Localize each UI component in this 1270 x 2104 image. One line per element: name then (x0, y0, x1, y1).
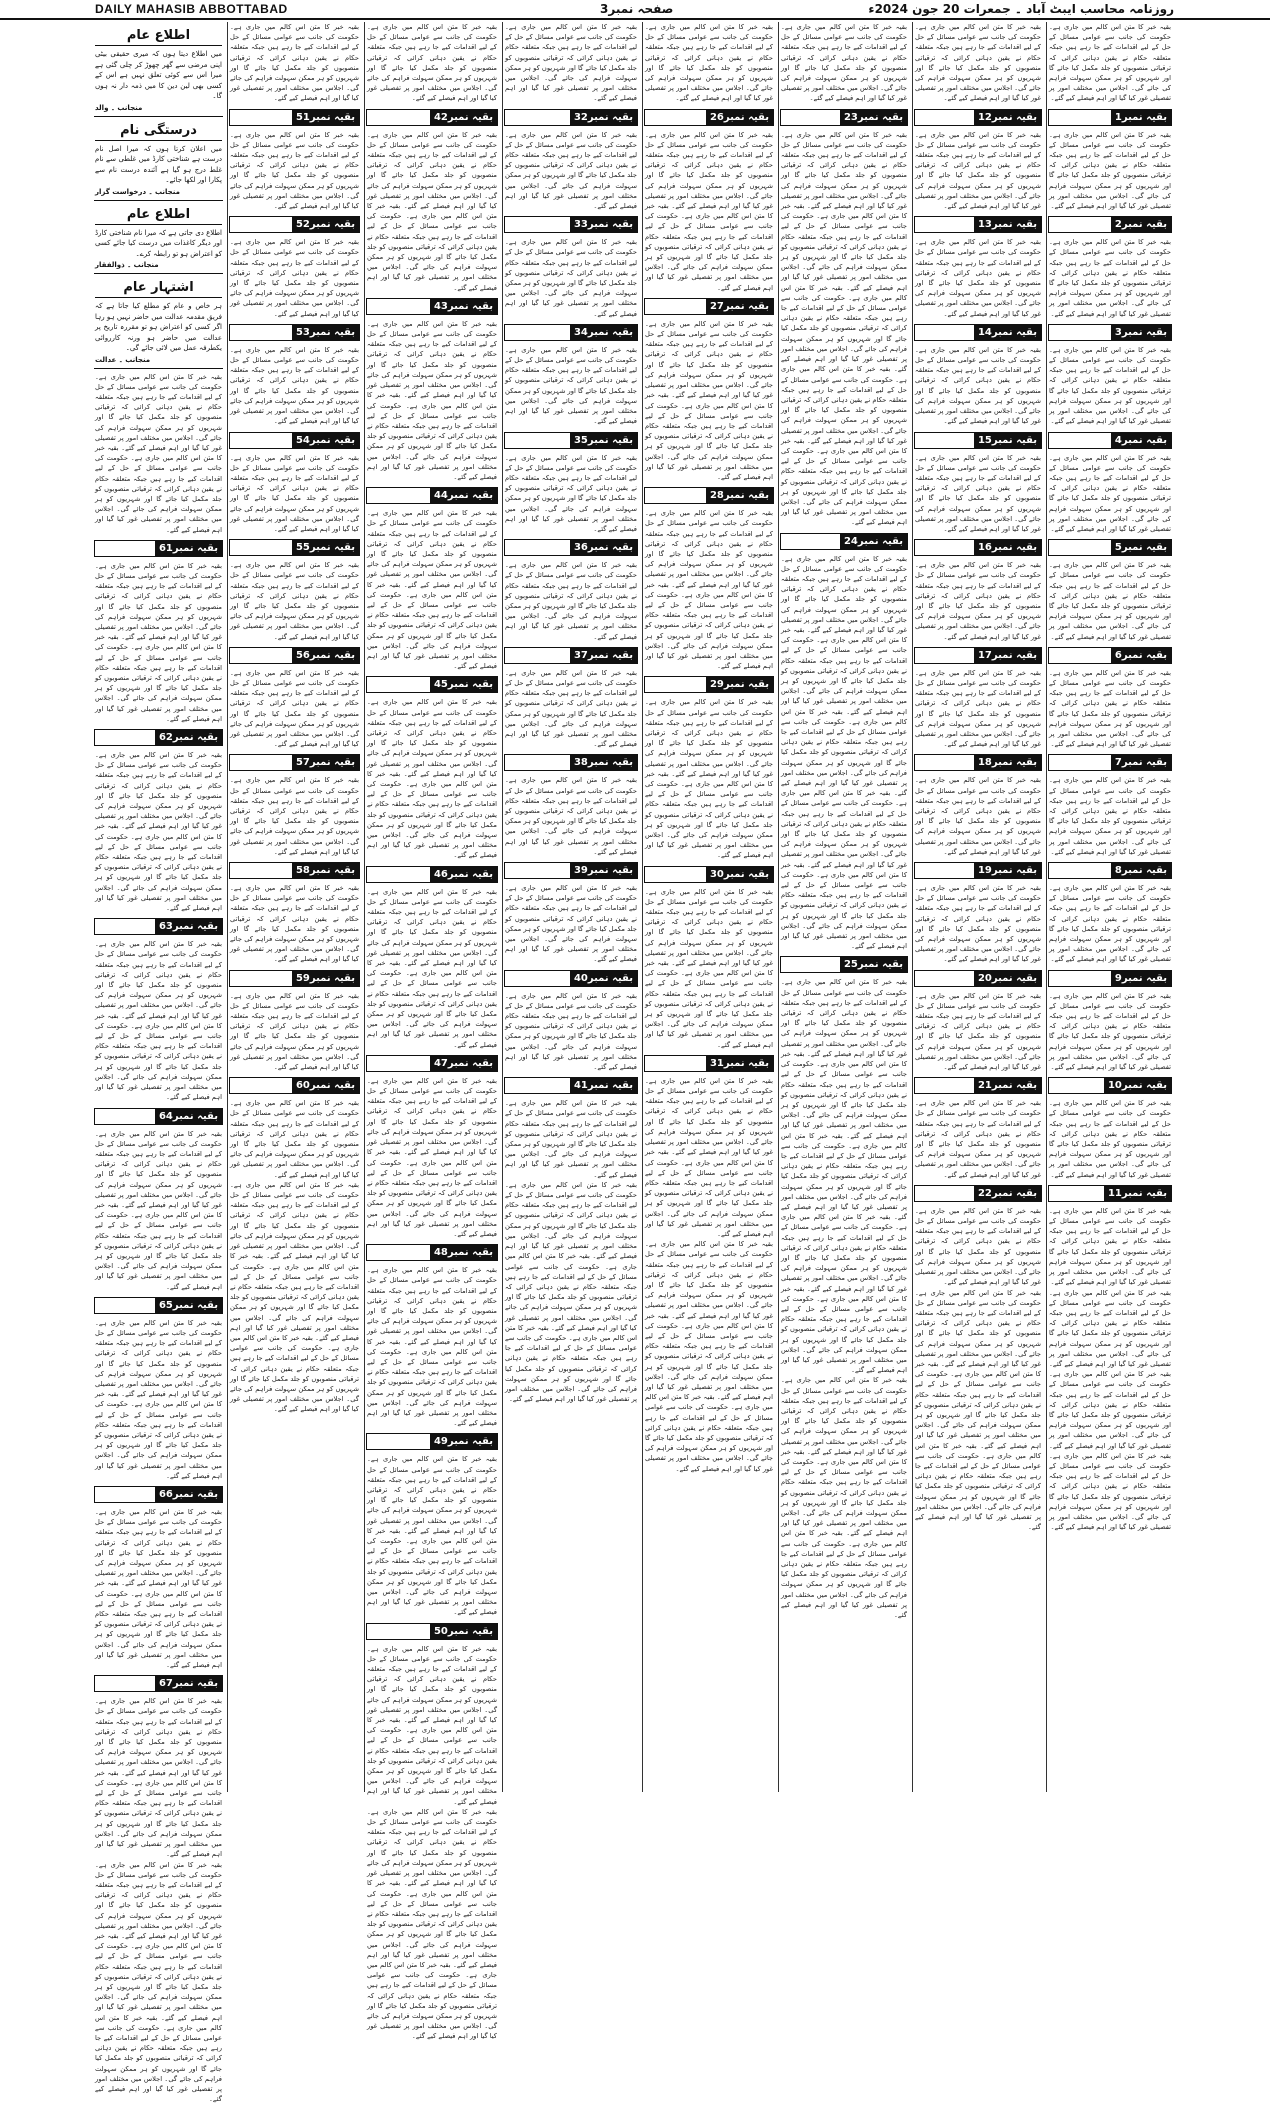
continuation-badge (644, 676, 774, 693)
notice-body: میں اعلان کرتا ہوں کہ میرا اصل نام درست ہے شناختی کارڈ میں غلطی سے نام غلط درج ہو گیا ہے آئندہ درست نام سے پکارا اور لکھا جائے۔ (95, 144, 222, 186)
continuation-badge (229, 862, 360, 879)
badge-label: بقیہ نمبر48 (430, 1245, 497, 1260)
article-text: بقیہ خبر کا متن اس کالم میں جاری ہے۔ حکومت کی جانب سے عوامی مسائل کے حل کے لیے اقدامات کیے جا رہے ہیں جبکہ متعلقہ حکام نے یقین دہانی کرائی کہ ترقیاتی منصوبوں کو جلد مکمل کیا جائے گا اور شہریوں کو ہر ممکن سہولت فراہم کی جائے گی۔ اجلاس میں مختلف امور پر تفصیلی غور کیا گیا اور اہم فیصلے کیے گئے۔ (505, 237, 637, 319)
continuation-badge (1048, 1077, 1172, 1094)
continuation-badge (1048, 539, 1172, 556)
news-column (227, 22, 362, 1792)
page-label: صفحہ نمبر3 (600, 2, 673, 16)
continuation-badge (366, 487, 498, 504)
article-text: بقیہ خبر کا متن اس کالم میں جاری ہے۔ حکومت کی جانب سے عوامی مسائل کے حل کے لیے اقدامات کیے جا رہے ہیں جبکہ متعلقہ حکام نے یقین دہانی کرائی کہ ترقیاتی منصوبوں کو جلد مکمل کیا جائے گا اور شہریوں کو ہر ممکن سہولت فراہم کی جائے گی۔ اجلاس میں مختلف امور پر تفصیلی غور کیا گیا اور اہم فیصلے کیے گئے۔ (1049, 22, 1171, 104)
news-column (912, 22, 1044, 1792)
article-text: بقیہ خبر کا متن اس کالم میں جاری ہے۔ حکومت کی جانب سے عوامی مسائل کے حل کے لیے اقدامات کیے جا رہے ہیں جبکہ متعلقہ حکام نے یقین دہانی کرائی کہ ترقیاتی منصوبوں کو جلد مکمل کیا جائے گا اور شہریوں کو ہر ممکن سہولت فراہم کی جائے گی۔ اجلاس میں مختلف امور پر تفصیلی غور کیا گیا اور اہم فیصلے کیے گئے۔ (230, 775, 359, 857)
continuation-badge (1048, 216, 1172, 233)
continuation-badge (780, 956, 908, 973)
article-text: بقیہ خبر کا متن اس کالم میں جاری ہے۔ حکومت کی جانب سے عوامی مسائل کے حل کے لیے اقدامات کیے جا رہے ہیں جبکہ متعلقہ حکام نے یقین دہانی کرائی کہ ترقیاتی منصوبوں کو جلد مکمل کیا جائے گا اور شہریوں کو ہر ممکن سہولت فراہم کی جائے گی۔ اجلاس میں مختلف امور پر تفصیلی غور کیا گیا اور اہم فیصلے کیے گئے۔ بقیہ خبر کا متن اس کالم میں جاری ہے۔ حکومت کی جانب سے عوامی مسائل کے حل کے لیے اقدامات کیے جا رہے ہیں جبکہ متعلقہ حکام نے یقین دہانی کرائی کہ ترقیاتی منصوبوں کو جلد مکمل کیا جائے گا اور شہریوں کو ہر ممکن سہولت فراہم کی جائے گی۔ اجلاس میں مختلف امور پر تفصیلی غور کیا گیا اور اہم فیصلے کیے گئے۔ (645, 1076, 773, 1239)
continuation-badge (366, 1244, 498, 1261)
article-text: بقیہ خبر کا متن اس کالم میں جاری ہے۔ حکومت کی جانب سے عوامی مسائل کے حل کے لیے اقدامات کیے جا رہے ہیں جبکہ متعلقہ حکام نے یقین دہانی کرائی کہ ترقیاتی منصوبوں کو جلد مکمل کیا جائے گا اور شہریوں کو ہر ممکن سہولت فراہم کی جائے گی۔ اجلاس میں مختلف امور پر تفصیلی غور کیا گیا اور اہم فیصلے کیے گئے۔ (1049, 1206, 1171, 1288)
notice-divider (94, 273, 223, 274)
article-text: بقیہ خبر کا متن اس کالم میں جاری ہے۔ حکومت کی جانب سے عوامی مسائل کے حل کے لیے اقدامات کیے جا رہے ہیں جبکہ متعلقہ حکام نے یقین دہانی کرائی کہ ترقیاتی منصوبوں کو جلد مکمل کیا جائے گا اور شہریوں کو ہر ممکن سہولت فراہم کی جائے گی۔ اجلاس میں مختلف امور پر تفصیلی غور کیا گیا اور اہم فیصلے کیے گئے۔ (1049, 345, 1171, 427)
article-text: بقیہ خبر کا متن اس کالم میں جاری ہے۔ حکومت کی جانب سے عوامی مسائل کے حل کے لیے اقدامات کیے جا رہے ہیں جبکہ متعلقہ حکام نے یقین دہانی کرائی کہ ترقیاتی منصوبوں کو جلد مکمل کیا جائے گا اور شہریوں کو ہر ممکن سہولت فراہم کی جائے گی۔ اجلاس میں مختلف امور پر تفصیلی غور کیا گیا اور اہم فیصلے کیے گئے۔ بقیہ خبر کا متن اس کالم میں جاری ہے۔ حکومت کی جانب سے عوامی مسائل کے حل کے لیے اقدامات کیے جا رہے ہیں جبکہ متعلقہ حکام نے یقین دہانی کرائی کہ ترقیاتی منصوبوں کو جلد مکمل کیا جائے گا اور شہریوں کو ہر ممکن سہولت فراہم کی جائے گی۔ اجلاس میں مختلف امور پر تفصیلی غور کیا گیا اور اہم فیصلے کیے گئے۔ (95, 1507, 222, 1670)
badge-label: بقیہ نمبر32 (570, 110, 637, 125)
article-text: بقیہ خبر کا متن اس کالم میں جاری ہے۔ حکومت کی جانب سے عوامی مسائل کے حل کے لیے اقدامات کیے جا رہے ہیں جبکہ متعلقہ حکام نے یقین دہانی کرائی کہ ترقیاتی منصوبوں کو جلد مکمل کیا جائے گا اور شہریوں کو ہر ممکن سہولت فراہم کی جائے گی۔ اجلاس میں مختلف امور پر تفصیلی غور کیا گیا اور اہم فیصلے کیے گئے۔ بقیہ خبر کا متن اس کالم میں جاری ہے۔ حکومت کی جانب سے عوامی مسائل کے حل کے لیے اقدامات کیے جا رہے ہیں جبکہ متعلقہ حکام نے یقین دہانی کرائی کہ ترقیاتی منصوبوں کو جلد مکمل کیا جائے گا اور شہریوں کو ہر ممکن سہولت فراہم کی جائے گی۔ اجلاس میں مختلف امور پر تفصیلی غور کیا گیا اور اہم فیصلے کیے گئے۔ (645, 887, 773, 1050)
badge-label: بقیہ نمبر20 (974, 971, 1041, 986)
continuation-badge (780, 533, 908, 550)
news-column (1046, 22, 1174, 1792)
article-text: بقیہ خبر کا متن اس کالم میں جاری ہے۔ حکومت کی جانب سے عوامی مسائل کے حل کے لیے اقدامات کیے جا رہے ہیں جبکہ متعلقہ حکام نے یقین دہانی کرائی کہ ترقیاتی منصوبوں کو جلد مکمل کیا جائے گا اور شہریوں کو ہر ممکن سہولت فراہم کی جائے گی۔ اجلاس میں مختلف امور پر تفصیلی غور کیا گیا اور اہم فیصلے کیے گئے۔ بقیہ خبر کا متن اس کالم میں جاری ہے۔ حکومت کی جانب سے عوامی مسائل کے حل کے لیے اقدامات کیے جا رہے ہیں جبکہ متعلقہ حکام نے یقین دہانی کرائی کہ ترقیاتی منصوبوں کو جلد مکمل کیا جائے گا اور شہریوں کو ہر ممکن سہولت فراہم کی جائے گی۔ اجلاس میں مختلف امور پر تفصیلی غور کیا گیا اور اہم فیصلے کیے گئے۔ (367, 887, 497, 1050)
continuation-badge (1048, 1185, 1172, 1202)
badge-label: بقیہ نمبر23 (840, 110, 907, 125)
continuation-badge (504, 324, 638, 341)
news-column (642, 22, 776, 1792)
article-text: بقیہ خبر کا متن اس کالم میں جاری ہے۔ حکومت کی جانب سے عوامی مسائل کے حل کے لیے اقدامات کیے جا رہے ہیں جبکہ متعلقہ حکام نے یقین دہانی کرائی کہ ترقیاتی منصوبوں کو جلد مکمل کیا جائے گا اور شہریوں کو ہر ممکن سہولت فراہم کی جائے گی۔ اجلاس میں مختلف امور پر تفصیلی غور کیا گیا اور اہم فیصلے کیے گئے۔ بقیہ خبر کا متن اس کالم میں جاری ہے۔ حکومت کی جانب سے عوامی مسائل کے حل کے لیے اقدامات کیے جا رہے ہیں جبکہ متعلقہ حکام نے یقین دہانی کرائی کہ ترقیاتی منصوبوں کو جلد مکمل کیا جائے گا اور شہریوں کو ہر ممکن سہولت فراہم کی جائے گی۔ اجلاس میں مختلف امور پر تفصیلی غور کیا گیا اور اہم فیصلے کیے گئے۔ (367, 1076, 497, 1239)
article-text: بقیہ خبر کا متن اس کالم میں جاری ہے۔ حکومت کی جانب سے عوامی مسائل کے حل کے لیے اقدامات کیے جا رہے ہیں جبکہ متعلقہ حکام نے یقین دہانی کرائی کہ ترقیاتی منصوبوں کو جلد مکمل کیا جائے گا اور شہریوں کو ہر ممکن سہولت فراہم کی جائے گی۔ اجلاس میں مختلف امور پر تفصیلی غور کیا گیا اور اہم فیصلے کیے گئے۔ (915, 883, 1041, 965)
article-text: بقیہ خبر کا متن اس کالم میں جاری ہے۔ حکومت کی جانب سے عوامی مسائل کے حل کے لیے اقدامات کیے جا رہے ہیں جبکہ متعلقہ حکام نے یقین دہانی کرائی کہ ترقیاتی منصوبوں کو جلد مکمل کیا جائے گا اور شہریوں کو ہر ممکن سہولت فراہم کی جائے گی۔ اجلاس میں مختلف امور پر تفصیلی غور کیا گیا اور اہم فیصلے کیے گئے۔ (915, 22, 1041, 104)
badge-label: بقیہ نمبر8 (1111, 863, 1171, 878)
notice-divider (94, 368, 223, 369)
continuation-badge (1048, 109, 1172, 126)
badge-label: بقیہ نمبر60 (292, 1078, 359, 1093)
article-text: بقیہ خبر کا متن اس کالم میں جاری ہے۔ حکومت کی جانب سے عوامی مسائل کے حل کے لیے اقدامات کیے جا رہے ہیں جبکہ متعلقہ حکام نے یقین دہانی کرائی کہ ترقیاتی منصوبوں کو جلد مکمل کیا جائے گا اور شہریوں کو ہر ممکن سہولت فراہم کی جائے گی۔ اجلاس میں مختلف امور پر تفصیلی غور کیا گیا اور اہم فیصلے کیے گئے۔ بقیہ خبر کا متن اس کالم میں جاری ہے۔ حکومت کی جانب سے عوامی مسائل کے حل کے لیے اقدامات کیے جا رہے ہیں جبکہ متعلقہ حکام نے یقین دہانی کرائی کہ ترقیاتی منصوبوں کو جلد مکمل کیا جائے گا اور شہریوں کو ہر ممکن سہولت فراہم کی جائے گی۔ اجلاس میں مختلف امور پر تفصیلی غور کیا گیا اور اہم فیصلے کیے گئے۔ بقیہ خبر کا متن اس کالم میں جاری ہے۔ حکومت کی جانب سے عوامی مسائل کے حل کے لیے اقدامات کیے جا رہے ہیں جبکہ متعلقہ حکام نے یقین دہانی کرائی کہ ترقیاتی منصوبوں کو جلد مکمل کیا جائے گا اور شہریوں کو ہر ممکن سہولت فراہم کی جائے گی۔ اجلاس میں مختلف امور پر تفصیلی غور کیا گیا اور اہم فیصلے کیے گئے۔ (781, 1375, 907, 1620)
article-text: بقیہ خبر کا متن اس کالم میں جاری ہے۔ حکومت کی جانب سے عوامی مسائل کے حل کے لیے اقدامات کیے جا رہے ہیں جبکہ متعلقہ حکام نے یقین دہانی کرائی کہ ترقیاتی منصوبوں کو جلد مکمل کیا جائے گا اور شہریوں کو ہر ممکن سہولت فراہم کی جائے گی۔ اجلاس میں مختلف امور پر تفصیلی غور کیا گیا اور اہم فیصلے کیے گئے۔ بقیہ خبر کا متن اس کالم میں جاری ہے۔ حکومت کی جانب سے عوامی مسائل کے حل کے لیے اقدامات کیے جا رہے ہیں جبکہ متعلقہ حکام نے یقین دہانی کرائی کہ ترقیاتی منصوبوں کو جلد مکمل کیا جائے گا اور شہریوں کو ہر ممکن سہولت فراہم کی جائے گی۔ اجلاس میں مختلف امور پر تفصیلی غور کیا گیا اور اہم فیصلے کیے گئے۔ بقیہ خبر کا متن اس کالم میں جاری ہے۔ حکومت کی جانب سے عوامی مسائل کے حل کے لیے اقدامات کیے جا رہے ہیں جبکہ متعلقہ حکام نے یقین دہانی کرائی کہ ترقیاتی منصوبوں کو جلد مکمل کیا جائے گا اور شہریوں کو ہر ممکن سہولت فراہم کی جائے گی۔ اجلاس میں مختلف امور پر تفصیلی غور کیا گیا اور اہم فیصلے کیے گئے۔ (505, 1180, 637, 1404)
article-text: بقیہ خبر کا متن اس کالم میں جاری ہے۔ حکومت کی جانب سے عوامی مسائل کے حل کے لیے اقدامات کیے جا رہے ہیں جبکہ متعلقہ حکام نے یقین دہانی کرائی کہ ترقیاتی منصوبوں کو جلد مکمل کیا جائے گا اور شہریوں کو ہر ممکن سہولت فراہم کی جائے گی۔ اجلاس میں مختلف امور پر تفصیلی غور کیا گیا اور اہم فیصلے کیے گئے۔ بقیہ خبر کا متن اس کالم میں جاری ہے۔ حکومت کی جانب سے عوامی مسائل کے حل کے لیے اقدامات کیے جا رہے ہیں جبکہ متعلقہ حکام نے یقین دہانی کرائی کہ ترقیاتی منصوبوں کو جلد مکمل کیا جائے گا اور شہریوں کو ہر ممکن سہولت فراہم کی جائے گی۔ اجلاس میں مختلف امور پر تفصیلی غور کیا گیا اور اہم فیصلے کیے گئے۔ (367, 1265, 497, 1428)
badge-label: بقیہ نمبر36 (570, 540, 637, 555)
continuation-badge (229, 754, 360, 771)
badge-label: بقیہ نمبر39 (570, 863, 637, 878)
badge-label: بقیہ نمبر9 (1111, 971, 1171, 986)
news-column (778, 22, 910, 1792)
article-text: بقیہ خبر کا متن اس کالم میں جاری ہے۔ حکومت کی جانب سے عوامی مسائل کے حل کے لیے اقدامات کیے جا رہے ہیں جبکہ متعلقہ حکام نے یقین دہانی کرائی کہ ترقیاتی منصوبوں کو جلد مکمل کیا جائے گا اور شہریوں کو ہر ممکن سہولت فراہم کی جائے گی۔ اجلاس میں مختلف امور پر تفصیلی غور کیا گیا اور اہم فیصلے کیے گئے۔ (505, 883, 637, 965)
continuation-badge (1048, 324, 1172, 341)
article-text: بقیہ خبر کا متن اس کالم میں جاری ہے۔ حکومت کی جانب سے عوامی مسائل کے حل کے لیے اقدامات کیے جا رہے ہیں جبکہ متعلقہ حکام نے یقین دہانی کرائی کہ ترقیاتی منصوبوں کو جلد مکمل کیا جائے گا اور شہریوں کو ہر ممکن سہولت فراہم کی جائے گی۔ اجلاس میں مختلف امور پر تفصیلی غور کیا گیا اور اہم فیصلے کیے گئے۔ بقیہ خبر کا متن اس کالم میں جاری ہے۔ حکومت کی جانب سے عوامی مسائل کے حل کے لیے اقدامات کیے جا رہے ہیں جبکہ متعلقہ حکام نے یقین دہانی کرائی کہ ترقیاتی منصوبوں کو جلد مکمل کیا جائے گا اور شہریوں کو ہر ممکن سہولت فراہم کی جائے گی۔ اجلاس میں مختلف امور پر تفصیلی غور کیا گیا اور اہم فیصلے کیے گئے۔ بقیہ خبر کا متن اس کالم میں جاری ہے۔ حکومت کی جانب سے عوامی مسائل کے حل کے لیے اقدامات کیے جا رہے ہیں جبکہ متعلقہ حکام نے یقین دہانی کرائی کہ ترقیاتی منصوبوں کو جلد مکمل کیا جائے گا اور شہریوں کو ہر ممکن سہولت فراہم کی جائے گی۔ اجلاس میں مختلف امور پر تفصیلی غور کیا گیا اور اہم فیصلے کیے گئے۔ (230, 1180, 359, 1415)
news-column (502, 22, 640, 1792)
article-text: بقیہ خبر کا متن اس کالم میں جاری ہے۔ حکومت کی جانب سے عوامی مسائل کے حل کے لیے اقدامات کیے جا رہے ہیں جبکہ متعلقہ حکام نے یقین دہانی کرائی کہ ترقیاتی منصوبوں کو جلد مکمل کیا جائے گا اور شہریوں کو ہر ممکن سہولت فراہم کی جائے گی۔ اجلاس میں مختلف امور پر تفصیلی غور کیا گیا اور اہم فیصلے کیے گئے۔ بقیہ خبر کا متن اس کالم میں جاری ہے۔ حکومت کی جانب سے عوامی مسائل کے حل کے لیے اقدامات کیے جا رہے ہیں جبکہ متعلقہ حکام نے یقین دہانی کرائی کہ ترقیاتی منصوبوں کو جلد مکمل کیا جائے گا اور شہریوں کو ہر ممکن سہولت فراہم کی جائے گی۔ اجلاس میں مختلف امور پر تفصیلی غور کیا گیا اور اہم فیصلے کیے گئے۔ (645, 130, 773, 293)
article-text: بقیہ خبر کا متن اس کالم میں جاری ہے۔ حکومت کی جانب سے عوامی مسائل کے حل کے لیے اقدامات کیے جا رہے ہیں جبکہ متعلقہ حکام نے یقین دہانی کرائی کہ ترقیاتی منصوبوں کو جلد مکمل کیا جائے گا اور شہریوں کو ہر ممکن سہولت فراہم کی جائے گی۔ اجلاس میں مختلف امور پر تفصیلی غور کیا گیا اور اہم فیصلے کیے گئے۔ بقیہ خبر کا متن اس کالم میں جاری ہے۔ حکومت کی جانب سے عوامی مسائل کے حل کے لیے اقدامات کیے جا رہے ہیں جبکہ متعلقہ حکام نے یقین دہانی کرائی کہ ترقیاتی منصوبوں کو جلد مکمل کیا جائے گا اور شہریوں کو ہر ممکن سہولت فراہم کی جائے گی۔ اجلاس میں مختلف امور پر تفصیلی غور کیا گیا اور اہم فیصلے کیے گئے۔ (95, 1696, 222, 1859)
public-notice (92, 123, 225, 196)
columns-area (92, 22, 1174, 1792)
continuation-badge (914, 1185, 1042, 1202)
article-text: بقیہ خبر کا متن اس کالم میں جاری ہے۔ حکومت کی جانب سے عوامی مسائل کے حل کے لیے اقدامات کیے جا رہے ہیں جبکہ متعلقہ حکام نے یقین دہانی کرائی کہ ترقیاتی منصوبوں کو جلد مکمل کیا جائے گا اور شہریوں کو ہر ممکن سہولت فراہم کی جائے گی۔ اجلاس میں مختلف امور پر تفصیلی غور کیا گیا اور اہم فیصلے کیے گئے۔ بقیہ خبر کا متن اس کالم میں جاری ہے۔ حکومت کی جانب سے عوامی مسائل کے حل کے لیے اقدامات کیے جا رہے ہیں جبکہ متعلقہ حکام نے یقین دہانی کرائی کہ ترقیاتی منصوبوں کو جلد مکمل کیا جائے گا اور شہریوں کو ہر ممکن سہولت فراہم کی جائے گی۔ اجلاس میں مختلف امور پر تفصیلی غور کیا گیا اور اہم فیصلے کیے گئے۔ (367, 1454, 497, 1617)
continuation-badge (366, 298, 498, 315)
article-text: بقیہ خبر کا متن اس کالم میں جاری ہے۔ حکومت کی جانب سے عوامی مسائل کے حل کے لیے اقدامات کیے جا رہے ہیں جبکہ متعلقہ حکام نے یقین دہانی کرائی کہ ترقیاتی منصوبوں کو جلد مکمل کیا جائے گا اور شہریوں کو ہر ممکن سہولت فراہم کی جائے گی۔ اجلاس میں مختلف امور پر تفصیلی غور کیا گیا اور اہم فیصلے کیے گئے۔ (645, 22, 773, 104)
article-text: بقیہ خبر کا متن اس کالم میں جاری ہے۔ حکومت کی جانب سے عوامی مسائل کے حل کے لیے اقدامات کیے جا رہے ہیں جبکہ متعلقہ حکام نے یقین دہانی کرائی کہ ترقیاتی منصوبوں کو جلد مکمل کیا جائے گا اور شہریوں کو ہر ممکن سہولت فراہم کی جائے گی۔ اجلاس میں مختلف امور پر تفصیلی غور کیا گیا اور اہم فیصلے کیے گئے۔ (1049, 883, 1171, 965)
article-text: بقیہ خبر کا متن اس کالم میں جاری ہے۔ حکومت کی جانب سے عوامی مسائل کے حل کے لیے اقدامات کیے جا رہے ہیں جبکہ متعلقہ حکام نے یقین دہانی کرائی کہ ترقیاتی منصوبوں کو جلد مکمل کیا جائے گا اور شہریوں کو ہر ممکن سہولت فراہم کی جائے گی۔ اجلاس میں مختلف امور پر تفصیلی غور کیا گیا اور اہم فیصلے کیے گئے۔ بقیہ خبر کا متن اس کالم میں جاری ہے۔ حکومت کی جانب سے عوامی مسائل کے حل کے لیے اقدامات کیے جا رہے ہیں جبکہ متعلقہ حکام نے یقین دہانی کرائی کہ ترقیاتی منصوبوں کو جلد مکمل کیا جائے گا اور شہریوں کو ہر ممکن سہولت فراہم کی جائے گی۔ اجلاس میں مختلف امور پر تفصیلی غور کیا گیا اور اہم فیصلے کیے گئے۔ بقیہ خبر کا متن اس کالم میں جاری ہے۔ حکومت کی جانب سے عوامی مسائل کے حل کے لیے اقدامات کیے جا رہے ہیں جبکہ متعلقہ حکام نے یقین دہانی کرائی کہ ترقیاتی منصوبوں کو جلد مکمل کیا جائے گا اور شہریوں کو ہر ممکن سہولت فراہم کی جائے گی۔ اجلاس میں مختلف امور پر تفصیلی غور کیا گیا اور اہم فیصلے کیے گئے۔ (915, 1288, 1041, 1533)
article-text: بقیہ خبر کا متن اس کالم میں جاری ہے۔ حکومت کی جانب سے عوامی مسائل کے حل کے لیے اقدامات کیے جا رہے ہیں جبکہ متعلقہ حکام نے یقین دہانی کرائی کہ ترقیاتی منصوبوں کو جلد مکمل کیا جائے گا اور شہریوں کو ہر ممکن سہولت فراہم کی جائے گی۔ اجلاس میں مختلف امور پر تفصیلی غور کیا گیا اور اہم فیصلے کیے گئے۔ (230, 130, 359, 212)
badge-label: بقیہ نمبر62 (155, 730, 222, 745)
article-text: بقیہ خبر کا متن اس کالم میں جاری ہے۔ حکومت کی جانب سے عوامی مسائل کے حل کے لیے اقدامات کیے جا رہے ہیں جبکہ متعلقہ حکام نے یقین دہانی کرائی کہ ترقیاتی منصوبوں کو جلد مکمل کیا جائے گا اور شہریوں کو ہر ممکن سہولت فراہم کی جائے گی۔ اجلاس میں مختلف امور پر تفصیلی غور کیا گیا اور اہم فیصلے کیے گئے۔ بقیہ خبر کا متن اس کالم میں جاری ہے۔ حکومت کی جانب سے عوامی مسائل کے حل کے لیے اقدامات کیے جا رہے ہیں جبکہ متعلقہ حکام نے یقین دہانی کرائی کہ ترقیاتی منصوبوں کو جلد مکمل کیا جائے گا اور شہریوں کو ہر ممکن سہولت فراہم کی جائے گی۔ اجلاس میں مختلف امور پر تفصیلی غور کیا گیا اور اہم فیصلے کیے گئے۔ (95, 561, 222, 724)
article-text: بقیہ خبر کا متن اس کالم میں جاری ہے۔ حکومت کی جانب سے عوامی مسائل کے حل کے لیے اقدامات کیے جا رہے ہیں جبکہ متعلقہ حکام نے یقین دہانی کرائی کہ ترقیاتی منصوبوں کو جلد مکمل کیا جائے گا اور شہریوں کو ہر ممکن سہولت فراہم کی جائے گی۔ اجلاس میں مختلف امور پر تفصیلی غور کیا گیا اور اہم فیصلے کیے گئے۔ بقیہ خبر کا متن اس کالم میں جاری ہے۔ حکومت کی جانب سے عوامی مسائل کے حل کے لیے اقدامات کیے جا رہے ہیں جبکہ متعلقہ حکام نے یقین دہانی کرائی کہ ترقیاتی منصوبوں کو جلد مکمل کیا جائے گا اور شہریوں کو ہر ممکن سہولت فراہم کی جائے گی۔ اجلاس میں مختلف امور پر تفصیلی غور کیا گیا اور اہم فیصلے کیے گئے۔ بقیہ خبر کا متن اس کالم میں جاری ہے۔ حکومت کی جانب سے عوامی مسائل کے حل کے لیے اقدامات کیے جا رہے ہیں جبکہ متعلقہ حکام نے یقین دہانی کرائی کہ ترقیاتی منصوبوں کو جلد مکمل کیا جائے گا اور شہریوں کو ہر ممکن سہولت فراہم کی جائے گی۔ اجلاس میں مختلف امور پر تفصیلی غور کیا گیا اور اہم فیصلے کیے گئے۔ بقیہ خبر کا متن اس کالم میں جاری ہے۔ حکومت کی جانب سے عوامی مسائل کے حل کے لیے اقدامات کیے جا رہے ہیں جبکہ متعلقہ حکام نے یقین دہانی کرائی کہ ترقیاتی منصوبوں کو جلد مکمل کیا جائے گا اور شہریوں کو ہر ممکن سہولت فراہم کی جائے گی۔ اجلاس میں مختلف امور پر تفصیلی غور کیا گیا اور اہم فیصلے کیے گئے۔ بقیہ خبر کا متن اس کالم میں جاری ہے۔ حکومت کی جانب سے عوامی مسائل کے حل کے لیے اقدامات کیے جا رہے ہیں جبکہ متعلقہ حکام نے یقین دہانی کرائی کہ ترقیاتی منصوبوں کو جلد مکمل کیا جائے گا اور شہریوں کو ہر ممکن سہولت فراہم کی جائے گی۔ اجلاس میں مختلف امور پر تفصیلی غور کیا گیا اور اہم فیصلے کیے گئے۔ (781, 977, 907, 1375)
article-text: بقیہ خبر کا متن اس کالم میں جاری ہے۔ حکومت کی جانب سے عوامی مسائل کے حل کے لیے اقدامات کیے جا رہے ہیں جبکہ متعلقہ حکام نے یقین دہانی کرائی کہ ترقیاتی منصوبوں کو جلد مکمل کیا جائے گا اور شہریوں کو ہر ممکن سہولت فراہم کی جائے گی۔ اجلاس میں مختلف امور پر تفصیلی غور کیا گیا اور اہم فیصلے کیے گئے۔ بقیہ خبر کا متن اس کالم میں جاری ہے۔ حکومت کی جانب سے عوامی مسائل کے حل کے لیے اقدامات کیے جا رہے ہیں جبکہ متعلقہ حکام نے یقین دہانی کرائی کہ ترقیاتی منصوبوں کو جلد مکمل کیا جائے گا اور شہریوں کو ہر ممکن سہولت فراہم کی جائے گی۔ اجلاس میں مختلف امور پر تفصیلی غور کیا گیا اور اہم فیصلے کیے گئے۔ بقیہ خبر کا متن اس کالم میں جاری ہے۔ حکومت کی جانب سے عوامی مسائل کے حل کے لیے اقدامات کیے جا رہے ہیں جبکہ متعلقہ حکام نے یقین دہانی کرائی کہ ترقیاتی منصوبوں کو جلد مکمل کیا جائے گا اور شہریوں کو ہر ممکن سہولت فراہم کی جائے گی۔ اجلاس میں مختلف امور پر تفصیلی غور کیا گیا اور اہم فیصلے کیے گئے۔ بقیہ خبر کا متن اس کالم میں جاری ہے۔ حکومت کی جانب سے عوامی مسائل کے حل کے لیے اقدامات کیے جا رہے ہیں جبکہ متعلقہ حکام نے یقین دہانی کرائی کہ ترقیاتی منصوبوں کو جلد مکمل کیا جائے گا اور شہریوں کو ہر ممکن سہولت فراہم کی جائے گی۔ اجلاس میں مختلف امور پر تفصیلی غور کیا گیا اور اہم فیصلے کیے گئے۔ بقیہ خبر کا متن اس کالم میں جاری ہے۔ حکومت کی جانب سے عوامی مسائل کے حل کے لیے اقدامات کیے جا رہے ہیں جبکہ متعلقہ حکام نے یقین دہانی کرائی کہ ترقیاتی منصوبوں کو جلد مکمل کیا جائے گا اور شہریوں کو ہر ممکن سہولت فراہم کی جائے گی۔ اجلاس میں مختلف امور پر تفصیلی غور کیا گیا اور اہم فیصلے کیے گئے۔ (781, 554, 907, 952)
notice-body: اطلاع دی جاتی ہے کہ میرا نام شناختی کارڈ اور دیگر کاغذات میں درست کیا جائے کسی کو اعتراض ہو تو رابطہ کرے۔ (95, 228, 222, 260)
article-text: بقیہ خبر کا متن اس کالم میں جاری ہے۔ حکومت کی جانب سے عوامی مسائل کے حل کے لیے اقدامات کیے جا رہے ہیں جبکہ متعلقہ حکام نے یقین دہانی کرائی کہ ترقیاتی منصوبوں کو جلد مکمل کیا جائے گا اور شہریوں کو ہر ممکن سہولت فراہم کی جائے گی۔ اجلاس میں مختلف امور پر تفصیلی غور کیا گیا اور اہم فیصلے کیے گئے۔ (230, 345, 359, 427)
article-text: بقیہ خبر کا متن اس کالم میں جاری ہے۔ حکومت کی جانب سے عوامی مسائل کے حل کے لیے اقدامات کیے جا رہے ہیں جبکہ متعلقہ حکام نے یقین دہانی کرائی کہ ترقیاتی منصوبوں کو جلد مکمل کیا جائے گا اور شہریوں کو ہر ممکن سہولت فراہم کی جائے گی۔ اجلاس میں مختلف امور پر تفصیلی غور کیا گیا اور اہم فیصلے کیے گئے۔ بقیہ خبر کا متن اس کالم میں جاری ہے۔ حکومت کی جانب سے عوامی مسائل کے حل کے لیے اقدامات کیے جا رہے ہیں جبکہ متعلقہ حکام نے یقین دہانی کرائی کہ ترقیاتی منصوبوں کو جلد مکمل کیا جائے گا اور شہریوں کو ہر ممکن سہولت فراہم کی جائے گی۔ اجلاس میں مختلف امور پر تفصیلی غور کیا گیا اور اہم فیصلے کیے گئے۔ (95, 939, 222, 1102)
continuation-badge (1048, 754, 1172, 771)
notice-signature: منجانب ۔ والد (95, 104, 219, 112)
article-text: بقیہ خبر کا متن اس کالم میں جاری ہے۔ حکومت کی جانب سے عوامی مسائل کے حل کے لیے اقدامات کیے جا رہے ہیں جبکہ متعلقہ حکام نے یقین دہانی کرائی کہ ترقیاتی منصوبوں کو جلد مکمل کیا جائے گا اور شہریوں کو ہر ممکن سہولت فراہم کی جائے گی۔ اجلاس میں مختلف امور پر تفصیلی غور کیا گیا اور اہم فیصلے کیے گئے۔ (505, 668, 637, 750)
continuation-badge (504, 970, 638, 987)
continuation-badge (504, 1077, 638, 1094)
continuation-badge (504, 539, 638, 556)
column-rule (642, 22, 643, 1792)
continuation-badge (644, 298, 774, 315)
badge-label: بقیہ نمبر52 (292, 217, 359, 232)
badge-label: بقیہ نمبر4 (1111, 433, 1171, 448)
article-text: بقیہ خبر کا متن اس کالم میں جاری ہے۔ حکومت کی جانب سے عوامی مسائل کے حل کے لیے اقدامات کیے جا رہے ہیں جبکہ متعلقہ حکام نے یقین دہانی کرائی کہ ترقیاتی منصوبوں کو جلد مکمل کیا جائے گا اور شہریوں کو ہر ممکن سہولت فراہم کی جائے گی۔ اجلاس میں مختلف امور پر تفصیلی غور کیا گیا اور اہم فیصلے کیے گئے۔ (915, 130, 1041, 212)
article-text: بقیہ خبر کا متن اس کالم میں جاری ہے۔ حکومت کی جانب سے عوامی مسائل کے حل کے لیے اقدامات کیے جا رہے ہیں جبکہ متعلقہ حکام نے یقین دہانی کرائی کہ ترقیاتی منصوبوں کو جلد مکمل کیا جائے گا اور شہریوں کو ہر ممکن سہولت فراہم کی جائے گی۔ اجلاس میں مختلف امور پر تفصیلی غور کیا گیا اور اہم فیصلے کیے گئے۔ بقیہ خبر کا متن اس کالم میں جاری ہے۔ حکومت کی جانب سے عوامی مسائل کے حل کے لیے اقدامات کیے جا رہے ہیں جبکہ متعلقہ حکام نے یقین دہانی کرائی کہ ترقیاتی منصوبوں کو جلد مکمل کیا جائے گا اور شہریوں کو ہر ممکن سہولت فراہم کی جائے گی۔ اجلاس میں مختلف امور پر تفصیلی غور کیا گیا اور اہم فیصلے کیے گئے۔ بقیہ خبر کا متن اس کالم میں جاری ہے۔ حکومت کی جانب سے عوامی مسائل کے حل کے لیے اقدامات کیے جا رہے ہیں جبکہ متعلقہ حکام نے یقین دہانی کرائی کہ ترقیاتی منصوبوں کو جلد مکمل کیا جائے گا اور شہریوں کو ہر ممکن سہولت فراہم کی جائے گی۔ اجلاس میں مختلف امور پر تفصیلی غور کیا گیا اور اہم فیصلے کیے گئے۔ (645, 1239, 773, 1474)
dateline: روزنامہ محاسب ایبٹ آباد ۔ جمعرات 20 جون 2024ء (868, 2, 1174, 16)
continuation-badge (229, 324, 360, 341)
continuation-badge (94, 540, 223, 557)
badge-label: بقیہ نمبر30 (706, 867, 773, 882)
continuation-badge (914, 216, 1042, 233)
column-rule (502, 22, 503, 1792)
article-text: بقیہ خبر کا متن اس کالم میں جاری ہے۔ حکومت کی جانب سے عوامی مسائل کے حل کے لیے اقدامات کیے جا رہے ہیں جبکہ متعلقہ حکام نے یقین دہانی کرائی کہ ترقیاتی منصوبوں کو جلد مکمل کیا جائے گا اور شہریوں کو ہر ممکن سہولت فراہم کی جائے گی۔ اجلاس میں مختلف امور پر تفصیلی غور کیا گیا اور اہم فیصلے کیے گئے۔ (915, 775, 1041, 857)
article-text: بقیہ خبر کا متن اس کالم میں جاری ہے۔ حکومت کی جانب سے عوامی مسائل کے حل کے لیے اقدامات کیے جا رہے ہیں جبکہ متعلقہ حکام نے یقین دہانی کرائی کہ ترقیاتی منصوبوں کو جلد مکمل کیا جائے گا اور شہریوں کو ہر ممکن سہولت فراہم کی جائے گی۔ اجلاس میں مختلف امور پر تفصیلی غور کیا گیا اور اہم فیصلے کیے گئے۔ بقیہ خبر کا متن اس کالم میں جاری ہے۔ حکومت کی جانب سے عوامی مسائل کے حل کے لیے اقدامات کیے جا رہے ہیں جبکہ متعلقہ حکام نے یقین دہانی کرائی کہ ترقیاتی منصوبوں کو جلد مکمل کیا جائے گا اور شہریوں کو ہر ممکن سہولت فراہم کی جائے گی۔ اجلاس میں مختلف امور پر تفصیلی غور کیا گیا اور اہم فیصلے کیے گئے۔ (367, 130, 497, 293)
article-text: بقیہ خبر کا متن اس کالم میں جاری ہے۔ حکومت کی جانب سے عوامی مسائل کے حل کے لیے اقدامات کیے جا رہے ہیں جبکہ متعلقہ حکام نے یقین دہانی کرائی کہ ترقیاتی منصوبوں کو جلد مکمل کیا جائے گا اور شہریوں کو ہر ممکن سہولت فراہم کی جائے گی۔ اجلاس میں مختلف امور پر تفصیلی غور کیا گیا اور اہم فیصلے کیے گئے۔ (230, 883, 359, 965)
article-text: بقیہ خبر کا متن اس کالم میں جاری ہے۔ حکومت کی جانب سے عوامی مسائل کے حل کے لیے اقدامات کیے جا رہے ہیں جبکہ متعلقہ حکام نے یقین دہانی کرائی کہ ترقیاتی منصوبوں کو جلد مکمل کیا جائے گا اور شہریوں کو ہر ممکن سہولت فراہم کی جائے گی۔ اجلاس میں مختلف امور پر تفصیلی غور کیا گیا اور اہم فیصلے کیے گئے۔ بقیہ خبر کا متن اس کالم میں جاری ہے۔ حکومت کی جانب سے عوامی مسائل کے حل کے لیے اقدامات کیے جا رہے ہیں جبکہ متعلقہ حکام نے یقین دہانی کرائی کہ ترقیاتی منصوبوں کو جلد مکمل کیا جائے گا اور شہریوں کو ہر ممکن سہولت فراہم کی جائے گی۔ اجلاس میں مختلف امور پر تفصیلی غور کیا گیا اور اہم فیصلے کیے گئے۔ (367, 319, 497, 482)
article-text: بقیہ خبر کا متن اس کالم میں جاری ہے۔ حکومت کی جانب سے عوامی مسائل کے حل کے لیے اقدامات کیے جا رہے ہیں جبکہ متعلقہ حکام نے یقین دہانی کرائی کہ ترقیاتی منصوبوں کو جلد مکمل کیا جائے گا اور شہریوں کو ہر ممکن سہولت فراہم کی جائے گی۔ اجلاس میں مختلف امور پر تفصیلی غور کیا گیا اور اہم فیصلے کیے گئے۔ (915, 237, 1041, 319)
continuation-badge (229, 432, 360, 449)
article-text: بقیہ خبر کا متن اس کالم میں جاری ہے۔ حکومت کی جانب سے عوامی مسائل کے حل کے لیے اقدامات کیے جا رہے ہیں جبکہ متعلقہ حکام نے یقین دہانی کرائی کہ ترقیاتی منصوبوں کو جلد مکمل کیا جائے گا اور شہریوں کو ہر ممکن سہولت فراہم کی جائے گی۔ اجلاس میں مختلف امور پر تفصیلی غور کیا گیا اور اہم فیصلے کیے گئے۔ (505, 130, 637, 212)
notice-title: اطلاع عام (95, 207, 222, 225)
continuation-badge (644, 866, 774, 883)
article-text: بقیہ خبر کا متن اس کالم میں جاری ہے۔ حکومت کی جانب سے عوامی مسائل کے حل کے لیے اقدامات کیے جا رہے ہیں جبکہ متعلقہ حکام نے یقین دہانی کرائی کہ ترقیاتی منصوبوں کو جلد مکمل کیا جائے گا اور شہریوں کو ہر ممکن سہولت فراہم کی جائے گی۔ اجلاس میں مختلف امور پر تفصیلی غور کیا گیا اور اہم فیصلے کیے گئے۔ (505, 1098, 637, 1180)
continuation-badge (1048, 862, 1172, 879)
continuation-badge (366, 676, 498, 693)
column-rule (227, 22, 228, 1792)
badge-label: بقیہ نمبر49 (430, 1434, 497, 1449)
continuation-badge (504, 216, 638, 233)
continuation-badge (94, 1108, 223, 1125)
notice-signature: منجانب ۔ ذوالفقار (95, 261, 219, 269)
article-text: بقیہ خبر کا متن اس کالم میں جاری ہے۔ حکومت کی جانب سے عوامی مسائل کے حل کے لیے اقدامات کیے جا رہے ہیں جبکہ متعلقہ حکام نے یقین دہانی کرائی کہ ترقیاتی منصوبوں کو جلد مکمل کیا جائے گا اور شہریوں کو ہر ممکن سہولت فراہم کی جائے گی۔ اجلاس میں مختلف امور پر تفصیلی غور کیا گیا اور اہم فیصلے کیے گئے۔ (915, 668, 1041, 750)
badge-label: بقیہ نمبر61 (155, 541, 222, 556)
continuation-badge (914, 970, 1042, 987)
continuation-badge (366, 1433, 498, 1450)
continuation-badge (504, 862, 638, 879)
continuation-badge (914, 647, 1042, 664)
article-text: بقیہ خبر کا متن اس کالم میں جاری ہے۔ حکومت کی جانب سے عوامی مسائل کے حل کے لیے اقدامات کیے جا رہے ہیں جبکہ متعلقہ حکام نے یقین دہانی کرائی کہ ترقیاتی منصوبوں کو جلد مکمل کیا جائے گا اور شہریوں کو ہر ممکن سہولت فراہم کی جائے گی۔ اجلاس میں مختلف امور پر تفصیلی غور کیا گیا اور اہم فیصلے کیے گئے۔ بقیہ خبر کا متن اس کالم میں جاری ہے۔ حکومت کی جانب سے عوامی مسائل کے حل کے لیے اقدامات کیے جا رہے ہیں جبکہ متعلقہ حکام نے یقین دہانی کرائی کہ ترقیاتی منصوبوں کو جلد مکمل کیا جائے گا اور شہریوں کو ہر ممکن سہولت فراہم کی جائے گی۔ اجلاس میں مختلف امور پر تفصیلی غور کیا گیا اور اہم فیصلے کیے گئے۔ بقیہ خبر کا متن اس کالم میں جاری ہے۔ حکومت کی جانب سے عوامی مسائل کے حل کے لیے اقدامات کیے جا رہے ہیں جبکہ متعلقہ حکام نے یقین دہانی کرائی کہ ترقیاتی منصوبوں کو جلد مکمل کیا جائے گا اور شہریوں کو ہر ممکن سہولت فراہم کی جائے گی۔ اجلاس میں مختلف امور پر تفصیلی غور کیا گیا اور اہم فیصلے کیے گئے۔ (1049, 1288, 1171, 1533)
badge-label: بقیہ نمبر24 (840, 534, 907, 549)
continuation-badge (366, 866, 498, 883)
badge-label: بقیہ نمبر6 (1111, 648, 1171, 663)
badge-label: بقیہ نمبر29 (706, 677, 773, 692)
article-text: بقیہ خبر کا متن اس کالم میں جاری ہے۔ حکومت کی جانب سے عوامی مسائل کے حل کے لیے اقدامات کیے جا رہے ہیں جبکہ متعلقہ حکام نے یقین دہانی کرائی کہ ترقیاتی منصوبوں کو جلد مکمل کیا جائے گا اور شہریوں کو ہر ممکن سہولت فراہم کی جائے گی۔ اجلاس میں مختلف امور پر تفصیلی غور کیا گیا اور اہم فیصلے کیے گئے۔ (1049, 1098, 1171, 1180)
badge-label: بقیہ نمبر43 (430, 299, 497, 314)
article-text: بقیہ خبر کا متن اس کالم میں جاری ہے۔ حکومت کی جانب سے عوامی مسائل کے حل کے لیے اقدامات کیے جا رہے ہیں جبکہ متعلقہ حکام نے یقین دہانی کرائی کہ ترقیاتی منصوبوں کو جلد مکمل کیا جائے گا اور شہریوں کو ہر ممکن سہولت فراہم کی جائے گی۔ اجلاس میں مختلف امور پر تفصیلی غور کیا گیا اور اہم فیصلے کیے گئے۔ (1049, 237, 1171, 319)
article-text: بقیہ خبر کا متن اس کالم میں جاری ہے۔ حکومت کی جانب سے عوامی مسائل کے حل کے لیے اقدامات کیے جا رہے ہیں جبکہ متعلقہ حکام نے یقین دہانی کرائی کہ ترقیاتی منصوبوں کو جلد مکمل کیا جائے گا اور شہریوں کو ہر ممکن سہولت فراہم کی جائے گی۔ اجلاس میں مختلف امور پر تفصیلی غور کیا گیا اور اہم فیصلے کیے گئے۔ بقیہ خبر کا متن اس کالم میں جاری ہے۔ حکومت کی جانب سے عوامی مسائل کے حل کے لیے اقدامات کیے جا رہے ہیں جبکہ متعلقہ حکام نے یقین دہانی کرائی کہ ترقیاتی منصوبوں کو جلد مکمل کیا جائے گا اور شہریوں کو ہر ممکن سہولت فراہم کی جائے گی۔ اجلاس میں مختلف امور پر تفصیلی غور کیا گیا اور اہم فیصلے کیے گئے۔ (367, 697, 497, 860)
article-text: بقیہ خبر کا متن اس کالم میں جاری ہے۔ حکومت کی جانب سے عوامی مسائل کے حل کے لیے اقدامات کیے جا رہے ہیں جبکہ متعلقہ حکام نے یقین دہانی کرائی کہ ترقیاتی منصوبوں کو جلد مکمل کیا جائے گا اور شہریوں کو ہر ممکن سہولت فراہم کی جائے گی۔ اجلاس میں مختلف امور پر تفصیلی غور کیا گیا اور اہم فیصلے کیے گئے۔ بقیہ خبر کا متن اس کالم میں جاری ہے۔ حکومت کی جانب سے عوامی مسائل کے حل کے لیے اقدامات کیے جا رہے ہیں جبکہ متعلقہ حکام نے یقین دہانی کرائی کہ ترقیاتی منصوبوں کو جلد مکمل کیا جائے گا اور شہریوں کو ہر ممکن سہولت فراہم کی جائے گی۔ اجلاس میں مختلف امور پر تفصیلی غور کیا گیا اور اہم فیصلے کیے گئے۔ (645, 508, 773, 671)
badge-label: بقیہ نمبر15 (974, 433, 1041, 448)
masthead (0, 0, 1270, 20)
public-notice (92, 207, 225, 270)
badge-label: بقیہ نمبر28 (706, 488, 773, 503)
badge-label: بقیہ نمبر59 (292, 971, 359, 986)
continuation-badge (1048, 647, 1172, 664)
news-column (364, 22, 500, 1792)
continuation-badge (504, 647, 638, 664)
column-rule (364, 22, 365, 1792)
article-text: بقیہ خبر کا متن اس کالم میں جاری ہے۔ حکومت کی جانب سے عوامی مسائل کے حل کے لیے اقدامات کیے جا رہے ہیں جبکہ متعلقہ حکام نے یقین دہانی کرائی کہ ترقیاتی منصوبوں کو جلد مکمل کیا جائے گا اور شہریوں کو ہر ممکن سہولت فراہم کی جائے گی۔ اجلاس میں مختلف امور پر تفصیلی غور کیا گیا اور اہم فیصلے کیے گئے۔ بقیہ خبر کا متن اس کالم میں جاری ہے۔ حکومت کی جانب سے عوامی مسائل کے حل کے لیے اقدامات کیے جا رہے ہیں جبکہ متعلقہ حکام نے یقین دہانی کرائی کہ ترقیاتی منصوبوں کو جلد مکمل کیا جائے گا اور شہریوں کو ہر ممکن سہولت فراہم کی جائے گی۔ اجلاس میں مختلف امور پر تفصیلی غور کیا گیا اور اہم فیصلے کیے گئے۔ (645, 697, 773, 860)
continuation-badge (1048, 432, 1172, 449)
article-text: بقیہ خبر کا متن اس کالم میں جاری ہے۔ حکومت کی جانب سے عوامی مسائل کے حل کے لیے اقدامات کیے جا رہے ہیں جبکہ متعلقہ حکام نے یقین دہانی کرائی کہ ترقیاتی منصوبوں کو جلد مکمل کیا جائے گا اور شہریوں کو ہر ممکن سہولت فراہم کی جائے گی۔ اجلاس میں مختلف امور پر تفصیلی غور کیا گیا اور اہم فیصلے کیے گئے۔ (505, 775, 637, 857)
badge-label: بقیہ نمبر13 (974, 217, 1041, 232)
badge-label: بقیہ نمبر37 (570, 648, 637, 663)
article-text: بقیہ خبر کا متن اس کالم میں جاری ہے۔ حکومت کی جانب سے عوامی مسائل کے حل کے لیے اقدامات کیے جا رہے ہیں جبکہ متعلقہ حکام نے یقین دہانی کرائی کہ ترقیاتی منصوبوں کو جلد مکمل کیا جائے گا اور شہریوں کو ہر ممکن سہولت فراہم کی جائے گی۔ اجلاس میں مختلف امور پر تفصیلی غور کیا گیا اور اہم فیصلے کیے گئے۔ بقیہ خبر کا متن اس کالم میں جاری ہے۔ حکومت کی جانب سے عوامی مسائل کے حل کے لیے اقدامات کیے جا رہے ہیں جبکہ متعلقہ حکام نے یقین دہانی کرائی کہ ترقیاتی منصوبوں کو جلد مکمل کیا جائے گا اور شہریوں کو ہر ممکن سہولت فراہم کی جائے گی۔ اجلاس میں مختلف امور پر تفصیلی غور کیا گیا اور اہم فیصلے کیے گئے۔ (95, 1318, 222, 1481)
article-text: بقیہ خبر کا متن اس کالم میں جاری ہے۔ حکومت کی جانب سے عوامی مسائل کے حل کے لیے اقدامات کیے جا رہے ہیں جبکہ متعلقہ حکام نے یقین دہانی کرائی کہ ترقیاتی منصوبوں کو جلد مکمل کیا جائے گا اور شہریوں کو ہر ممکن سہولت فراہم کی جائے گی۔ اجلاس میں مختلف امور پر تفصیلی غور کیا گیا اور اہم فیصلے کیے گئے۔ (230, 453, 359, 535)
continuation-badge (1048, 970, 1172, 987)
badge-label: بقیہ نمبر38 (570, 755, 637, 770)
notice-body: ہر خاص و عام کو مطلع کیا جاتا ہے کہ فریق مقدمہ عدالت میں حاضر نہیں ہو رہا اگر کسی کو اعتراض ہو تو مقررہ تاریخ پر عدالت میں حاضر ہو ورنہ کارروائی یکطرفہ عمل میں لائی جائے گی۔ (95, 301, 222, 354)
article-text: بقیہ خبر کا متن اس کالم میں جاری ہے۔ حکومت کی جانب سے عوامی مسائل کے حل کے لیے اقدامات کیے جا رہے ہیں جبکہ متعلقہ حکام نے یقین دہانی کرائی کہ ترقیاتی منصوبوں کو جلد مکمل کیا جائے گا اور شہریوں کو ہر ممکن سہولت فراہم کی جائے گی۔ اجلاس میں مختلف امور پر تفصیلی غور کیا گیا اور اہم فیصلے کیے گئے۔ (915, 991, 1041, 1073)
public-notice (92, 280, 225, 364)
continuation-badge (644, 1055, 774, 1072)
article-text: بقیہ خبر کا متن اس کالم میں جاری ہے۔ حکومت کی جانب سے عوامی مسائل کے حل کے لیے اقدامات کیے جا رہے ہیں جبکہ متعلقہ حکام نے یقین دہانی کرائی کہ ترقیاتی منصوبوں کو جلد مکمل کیا جائے گا اور شہریوں کو ہر ممکن سہولت فراہم کی جائے گی۔ اجلاس میں مختلف امور پر تفصیلی غور کیا گیا اور اہم فیصلے کیے گئے۔ (230, 991, 359, 1073)
article-text: بقیہ خبر کا متن اس کالم میں جاری ہے۔ حکومت کی جانب سے عوامی مسائل کے حل کے لیے اقدامات کیے جا رہے ہیں جبکہ متعلقہ حکام نے یقین دہانی کرائی کہ ترقیاتی منصوبوں کو جلد مکمل کیا جائے گا اور شہریوں کو ہر ممکن سہولت فراہم کی جائے گی۔ اجلاس میں مختلف امور پر تفصیلی غور کیا گیا اور اہم فیصلے کیے گئے۔ بقیہ خبر کا متن اس کالم میں جاری ہے۔ حکومت کی جانب سے عوامی مسائل کے حل کے لیے اقدامات کیے جا رہے ہیں جبکہ متعلقہ حکام نے یقین دہانی کرائی کہ ترقیاتی منصوبوں کو جلد مکمل کیا جائے گا اور شہریوں کو ہر ممکن سہولت فراہم کی جائے گی۔ اجلاس میں مختلف امور پر تفصیلی غور کیا گیا اور اہم فیصلے کیے گئے۔ (367, 508, 497, 671)
article-text: بقیہ خبر کا متن اس کالم میں جاری ہے۔ حکومت کی جانب سے عوامی مسائل کے حل کے لیے اقدامات کیے جا رہے ہیں جبکہ متعلقہ حکام نے یقین دہانی کرائی کہ ترقیاتی منصوبوں کو جلد مکمل کیا جائے گا اور شہریوں کو ہر ممکن سہولت فراہم کی جائے گی۔ اجلاس میں مختلف امور پر تفصیلی غور کیا گیا اور اہم فیصلے کیے گئے۔ (915, 345, 1041, 427)
badge-label: بقیہ نمبر58 (292, 863, 359, 878)
continuation-badge (504, 754, 638, 771)
article-text: بقیہ خبر کا متن اس کالم میں جاری ہے۔ حکومت کی جانب سے عوامی مسائل کے حل کے لیے اقدامات کیے جا رہے ہیں جبکہ متعلقہ حکام نے یقین دہانی کرائی کہ ترقیاتی منصوبوں کو جلد مکمل کیا جائے گا اور شہریوں کو ہر ممکن سہولت فراہم کی جائے گی۔ اجلاس میں مختلف امور پر تفصیلی غور کیا گیا اور اہم فیصلے کیے گئے۔ (505, 453, 637, 535)
article-text: بقیہ خبر کا متن اس کالم میں جاری ہے۔ حکومت کی جانب سے عوامی مسائل کے حل کے لیے اقدامات کیے جا رہے ہیں جبکہ متعلقہ حکام نے یقین دہانی کرائی کہ ترقیاتی منصوبوں کو جلد مکمل کیا جائے گا اور شہریوں کو ہر ممکن سہولت فراہم کی جائے گی۔ اجلاس میں مختلف امور پر تفصیلی غور کیا گیا اور اہم فیصلے کیے گئے۔ (915, 1206, 1041, 1288)
badge-label: بقیہ نمبر46 (430, 867, 497, 882)
continuation-badge (94, 1675, 223, 1692)
news-column (92, 22, 225, 1792)
badge-label: بقیہ نمبر10 (1104, 1078, 1171, 1093)
article-text: بقیہ خبر کا متن اس کالم میں جاری ہے۔ حکومت کی جانب سے عوامی مسائل کے حل کے لیے اقدامات کیے جا رہے ہیں جبکہ متعلقہ حکام نے یقین دہانی کرائی کہ ترقیاتی منصوبوں کو جلد مکمل کیا جائے گا اور شہریوں کو ہر ممکن سہولت فراہم کی جائے گی۔ اجلاس میں مختلف امور پر تفصیلی غور کیا گیا اور اہم فیصلے کیے گئے۔ (230, 560, 359, 642)
continuation-badge (229, 539, 360, 556)
article-text: بقیہ خبر کا متن اس کالم میں جاری ہے۔ حکومت کی جانب سے عوامی مسائل کے حل کے لیے اقدامات کیے جا رہے ہیں جبکہ متعلقہ حکام نے یقین دہانی کرائی کہ ترقیاتی منصوبوں کو جلد مکمل کیا جائے گا اور شہریوں کو ہر ممکن سہولت فراہم کی جائے گی۔ اجلاس میں مختلف امور پر تفصیلی غور کیا گیا اور اہم فیصلے کیے گئے۔ (505, 991, 637, 1073)
badge-label: بقیہ نمبر56 (292, 648, 359, 663)
article-text: بقیہ خبر کا متن اس کالم میں جاری ہے۔ حکومت کی جانب سے عوامی مسائل کے حل کے لیے اقدامات کیے جا رہے ہیں جبکہ متعلقہ حکام نے یقین دہانی کرائی کہ ترقیاتی منصوبوں کو جلد مکمل کیا جائے گا اور شہریوں کو ہر ممکن سہولت فراہم کی جائے گی۔ اجلاس میں مختلف امور پر تفصیلی غور کیا گیا اور اہم فیصلے کیے گئے۔ (1049, 453, 1171, 535)
continuation-badge (366, 109, 498, 126)
badge-label: بقیہ نمبر5 (1111, 540, 1171, 555)
badge-label: بقیہ نمبر31 (706, 1056, 773, 1071)
continuation-badge (229, 1077, 360, 1094)
article-text: بقیہ خبر کا متن اس کالم میں جاری ہے۔ حکومت کی جانب سے عوامی مسائل کے حل کے لیے اقدامات کیے جا رہے ہیں جبکہ متعلقہ حکام نے یقین دہانی کرائی کہ ترقیاتی منصوبوں کو جلد مکمل کیا جائے گا اور شہریوں کو ہر ممکن سہولت فراہم کی جائے گی۔ اجلاس میں مختلف امور پر تفصیلی غور کیا گیا اور اہم فیصلے کیے گئے۔ (781, 22, 907, 104)
badge-label: بقیہ نمبر25 (840, 957, 907, 972)
article-text: بقیہ خبر کا متن اس کالم میں جاری ہے۔ حکومت کی جانب سے عوامی مسائل کے حل کے لیے اقدامات کیے جا رہے ہیں جبکہ متعلقہ حکام نے یقین دہانی کرائی کہ ترقیاتی منصوبوں کو جلد مکمل کیا جائے گا اور شہریوں کو ہر ممکن سہولت فراہم کی جائے گی۔ اجلاس میں مختلف امور پر تفصیلی غور کیا گیا اور اہم فیصلے کیے گئے۔ (915, 560, 1041, 642)
article-text: بقیہ خبر کا متن اس کالم میں جاری ہے۔ حکومت کی جانب سے عوامی مسائل کے حل کے لیے اقدامات کیے جا رہے ہیں جبکہ متعلقہ حکام نے یقین دہانی کرائی کہ ترقیاتی منصوبوں کو جلد مکمل کیا جائے گا اور شہریوں کو ہر ممکن سہولت فراہم کی جائے گی۔ اجلاس میں مختلف امور پر تفصیلی غور کیا گیا اور اہم فیصلے کیے گئے۔ بقیہ خبر کا متن اس کالم میں جاری ہے۔ حکومت کی جانب سے عوامی مسائل کے حل کے لیے اقدامات کیے جا رہے ہیں جبکہ متعلقہ حکام نے یقین دہانی کرائی کہ ترقیاتی منصوبوں کو جلد مکمل کیا جائے گا اور شہریوں کو ہر ممکن سہولت فراہم کی جائے گی۔ اجلاس میں مختلف امور پر تفصیلی غور کیا گیا اور اہم فیصلے کیے گئے۔ (95, 750, 222, 913)
continuation-badge (229, 970, 360, 987)
badge-label: بقیہ نمبر50 (430, 1624, 497, 1639)
paper-name: DAILY MAHASIB ABBOTTABAD (95, 2, 288, 16)
article-text: بقیہ خبر کا متن اس کالم میں جاری ہے۔ حکومت کی جانب سے عوامی مسائل کے حل کے لیے اقدامات کیے جا رہے ہیں جبکہ متعلقہ حکام نے یقین دہانی کرائی کہ ترقیاتی منصوبوں کو جلد مکمل کیا جائے گا اور شہریوں کو ہر ممکن سہولت فراہم کی جائے گی۔ اجلاس میں مختلف امور پر تفصیلی غور کیا گیا اور اہم فیصلے کیے گئے۔ (505, 560, 637, 642)
article-text: بقیہ خبر کا متن اس کالم میں جاری ہے۔ حکومت کی جانب سے عوامی مسائل کے حل کے لیے اقدامات کیے جا رہے ہیں جبکہ متعلقہ حکام نے یقین دہانی کرائی کہ ترقیاتی منصوبوں کو جلد مکمل کیا جائے گا اور شہریوں کو ہر ممکن سہولت فراہم کی جائے گی۔ اجلاس میں مختلف امور پر تفصیلی غور کیا گیا اور اہم فیصلے کیے گئے۔ بقیہ خبر کا متن اس کالم میں جاری ہے۔ حکومت کی جانب سے عوامی مسائل کے حل کے لیے اقدامات کیے جا رہے ہیں جبکہ متعلقہ حکام نے یقین دہانی کرائی کہ ترقیاتی منصوبوں کو جلد مکمل کیا جائے گا اور شہریوں کو ہر ممکن سہولت فراہم کی جائے گی۔ اجلاس میں مختلف امور پر تفصیلی غور کیا گیا اور اہم فیصلے کیے گئے۔ بقیہ خبر کا متن اس کالم میں جاری ہے۔ حکومت کی جانب سے عوامی مسائل کے حل کے لیے اقدامات کیے جا رہے ہیں جبکہ متعلقہ حکام نے یقین دہانی کرائی کہ ترقیاتی منصوبوں کو جلد مکمل کیا جائے گا اور شہریوں کو ہر ممکن سہولت فراہم کی جائے گی۔ اجلاس میں مختلف امور پر تفصیلی غور کیا گیا اور اہم فیصلے کیے گئے۔ بقیہ خبر کا متن اس کالم میں جاری ہے۔ حکومت کی جانب سے عوامی مسائل کے حل کے لیے اقدامات کیے جا رہے ہیں جبکہ متعلقہ حکام نے یقین دہانی کرائی کہ ترقیاتی منصوبوں کو جلد مکمل کیا جائے گا اور شہریوں کو ہر ممکن سہولت فراہم کی جائے گی۔ اجلاس میں مختلف امور پر تفصیلی غور کیا گیا اور اہم فیصلے کیے گئے۔ بقیہ خبر کا متن اس کالم میں جاری ہے۔ حکومت کی جانب سے عوامی مسائل کے حل کے لیے اقدامات کیے جا رہے ہیں جبکہ متعلقہ حکام نے یقین دہانی کرائی کہ ترقیاتی منصوبوں کو جلد مکمل کیا جائے گا اور شہریوں کو ہر ممکن سہولت فراہم کی جائے گی۔ اجلاس میں مختلف امور پر تفصیلی غور کیا گیا اور اہم فیصلے کیے گئے۔ (781, 130, 907, 528)
notice-title: درستگی نام (95, 123, 222, 141)
article-text: بقیہ خبر کا متن اس کالم میں جاری ہے۔ حکومت کی جانب سے عوامی مسائل کے حل کے لیے اقدامات کیے جا رہے ہیں جبکہ متعلقہ حکام نے یقین دہانی کرائی کہ ترقیاتی منصوبوں کو جلد مکمل کیا جائے گا اور شہریوں کو ہر ممکن سہولت فراہم کی جائے گی۔ اجلاس میں مختلف امور پر تفصیلی غور کیا گیا اور اہم فیصلے کیے گئے۔ (915, 453, 1041, 535)
badge-label: بقیہ نمبر7 (1111, 755, 1171, 770)
badge-label: بقیہ نمبر26 (706, 110, 773, 125)
article-text: بقیہ خبر کا متن اس کالم میں جاری ہے۔ حکومت کی جانب سے عوامی مسائل کے حل کے لیے اقدامات کیے جا رہے ہیں جبکہ متعلقہ حکام نے یقین دہانی کرائی کہ ترقیاتی منصوبوں کو جلد مکمل کیا جائے گا اور شہریوں کو ہر ممکن سہولت فراہم کی جائے گی۔ اجلاس میں مختلف امور پر تفصیلی غور کیا گیا اور اہم فیصلے کیے گئے۔ (1049, 775, 1171, 857)
badge-label: بقیہ نمبر54 (292, 433, 359, 448)
badge-label: بقیہ نمبر18 (974, 755, 1041, 770)
article-text: بقیہ خبر کا متن اس کالم میں جاری ہے۔ حکومت کی جانب سے عوامی مسائل کے حل کے لیے اقدامات کیے جا رہے ہیں جبکہ متعلقہ حکام نے یقین دہانی کرائی کہ ترقیاتی منصوبوں کو جلد مکمل کیا جائے گا اور شہریوں کو ہر ممکن سہولت فراہم کی جائے گی۔ اجلاس میں مختلف امور پر تفصیلی غور کیا گیا اور اہم فیصلے کیے گئے۔ (505, 22, 637, 104)
article-text: بقیہ خبر کا متن اس کالم میں جاری ہے۔ حکومت کی جانب سے عوامی مسائل کے حل کے لیے اقدامات کیے جا رہے ہیں جبکہ متعلقہ حکام نے یقین دہانی کرائی کہ ترقیاتی منصوبوں کو جلد مکمل کیا جائے گا اور شہریوں کو ہر ممکن سہولت فراہم کی جائے گی۔ اجلاس میں مختلف امور پر تفصیلی غور کیا گیا اور اہم فیصلے کیے گئے۔ (1049, 130, 1171, 212)
badge-label: بقیہ نمبر33 (570, 217, 637, 232)
badge-label: بقیہ نمبر67 (155, 1676, 222, 1691)
badge-label: بقیہ نمبر19 (974, 863, 1041, 878)
badge-label: بقیہ نمبر42 (430, 110, 497, 125)
badge-label: بقیہ نمبر16 (974, 540, 1041, 555)
article-text: بقیہ خبر کا متن اس کالم میں جاری ہے۔ حکومت کی جانب سے عوامی مسائل کے حل کے لیے اقدامات کیے جا رہے ہیں جبکہ متعلقہ حکام نے یقین دہانی کرائی کہ ترقیاتی منصوبوں کو جلد مکمل کیا جائے گا اور شہریوں کو ہر ممکن سہولت فراہم کی جائے گی۔ اجلاس میں مختلف امور پر تفصیلی غور کیا گیا اور اہم فیصلے کیے گئے۔ (1049, 991, 1171, 1073)
continuation-badge (94, 1297, 223, 1314)
continuation-badge (644, 109, 774, 126)
continuation-badge (504, 432, 638, 449)
continuation-badge (780, 109, 908, 126)
notice-signature: منجانب ۔ درخواست گزار (95, 188, 219, 196)
badge-label: بقیہ نمبر27 (706, 299, 773, 314)
column-rule (778, 22, 779, 1792)
badge-label: بقیہ نمبر12 (974, 110, 1041, 125)
continuation-badge (914, 1077, 1042, 1094)
article-text: بقیہ خبر کا متن اس کالم میں جاری ہے۔ حکومت کی جانب سے عوامی مسائل کے حل کے لیے اقدامات کیے جا رہے ہیں جبکہ متعلقہ حکام نے یقین دہانی کرائی کہ ترقیاتی منصوبوں کو جلد مکمل کیا جائے گا اور شہریوں کو ہر ممکن سہولت فراہم کی جائے گی۔ اجلاس میں مختلف امور پر تفصیلی غور کیا گیا اور اہم فیصلے کیے گئے۔ (230, 1098, 359, 1180)
article-text: بقیہ خبر کا متن اس کالم میں جاری ہے۔ حکومت کی جانب سے عوامی مسائل کے حل کے لیے اقدامات کیے جا رہے ہیں جبکہ متعلقہ حکام نے یقین دہانی کرائی کہ ترقیاتی منصوبوں کو جلد مکمل کیا جائے گا اور شہریوں کو ہر ممکن سہولت فراہم کی جائے گی۔ اجلاس میں مختلف امور پر تفصیلی غور کیا گیا اور اہم فیصلے کیے گئے۔ (1049, 560, 1171, 642)
article-text: بقیہ خبر کا متن اس کالم میں جاری ہے۔ حکومت کی جانب سے عوامی مسائل کے حل کے لیے اقدامات کیے جا رہے ہیں جبکہ متعلقہ حکام نے یقین دہانی کرائی کہ ترقیاتی منصوبوں کو جلد مکمل کیا جائے گا اور شہریوں کو ہر ممکن سہولت فراہم کی جائے گی۔ اجلاس میں مختلف امور پر تفصیلی غور کیا گیا اور اہم فیصلے کیے گئے۔ (230, 237, 359, 319)
continuation-badge (914, 539, 1042, 556)
notice-title: اطلاع عام (95, 28, 222, 46)
badge-label: بقیہ نمبر47 (430, 1056, 497, 1071)
badge-label: بقیہ نمبر53 (292, 325, 359, 340)
continuation-badge (229, 109, 360, 126)
column-rule (1046, 22, 1047, 1792)
badge-label: بقیہ نمبر57 (292, 755, 359, 770)
notice-divider (94, 200, 223, 201)
continuation-badge (94, 1486, 223, 1503)
badge-label: بقیہ نمبر55 (292, 540, 359, 555)
badge-label: بقیہ نمبر22 (974, 1186, 1041, 1201)
continuation-badge (229, 647, 360, 664)
continuation-badge (914, 862, 1042, 879)
article-text: بقیہ خبر کا متن اس کالم میں جاری ہے۔ حکومت کی جانب سے عوامی مسائل کے حل کے لیے اقدامات کیے جا رہے ہیں جبکہ متعلقہ حکام نے یقین دہانی کرائی کہ ترقیاتی منصوبوں کو جلد مکمل کیا جائے گا اور شہریوں کو ہر ممکن سہولت فراہم کی جائے گی۔ اجلاس میں مختلف امور پر تفصیلی غور کیا گیا اور اہم فیصلے کیے گئے۔ (230, 22, 359, 104)
notice-body: میں اطلاع دیتا ہوں کہ میری حقیقی بیٹی اپنی مرضی سے گھر چھوڑ کر چلی گئی ہے میرا اس سے کوئی تعلق نہیں ہے اس کے کسی بھی لین دین کا میں ذمہ دار نہ ہوں گا۔ (95, 49, 222, 102)
badge-label: بقیہ نمبر2 (1111, 217, 1171, 232)
badge-label: بقیہ نمبر14 (974, 325, 1041, 340)
badge-label: بقیہ نمبر11 (1104, 1186, 1171, 1201)
notice-divider (94, 116, 223, 117)
article-text: بقیہ خبر کا متن اس کالم میں جاری ہے۔ حکومت کی جانب سے عوامی مسائل کے حل کے لیے اقدامات کیے جا رہے ہیں جبکہ متعلقہ حکام نے یقین دہانی کرائی کہ ترقیاتی منصوبوں کو جلد مکمل کیا جائے گا اور شہریوں کو ہر ممکن سہولت فراہم کی جائے گی۔ اجلاس میں مختلف امور پر تفصیلی غور کیا گیا اور اہم فیصلے کیے گئے۔ بقیہ خبر کا متن اس کالم میں جاری ہے۔ حکومت کی جانب سے عوامی مسائل کے حل کے لیے اقدامات کیے جا رہے ہیں جبکہ متعلقہ حکام نے یقین دہانی کرائی کہ ترقیاتی منصوبوں کو جلد مکمل کیا جائے گا اور شہریوں کو ہر ممکن سہولت فراہم کی جائے گی۔ اجلاس میں مختلف امور پر تفصیلی غور کیا گیا اور اہم فیصلے کیے گئے۔ (367, 1644, 497, 1807)
continuation-badge (94, 918, 223, 935)
continuation-badge (94, 729, 223, 746)
badge-label: بقیہ نمبر35 (570, 433, 637, 448)
article-text: بقیہ خبر کا متن اس کالم میں جاری ہے۔ حکومت کی جانب سے عوامی مسائل کے حل کے لیے اقدامات کیے جا رہے ہیں جبکہ متعلقہ حکام نے یقین دہانی کرائی کہ ترقیاتی منصوبوں کو جلد مکمل کیا جائے گا اور شہریوں کو ہر ممکن سہولت فراہم کی جائے گی۔ اجلاس میں مختلف امور پر تفصیلی غور کیا گیا اور اہم فیصلے کیے گئے۔ (230, 668, 359, 750)
continuation-badge (914, 754, 1042, 771)
article-text: بقیہ خبر کا متن اس کالم میں جاری ہے۔ حکومت کی جانب سے عوامی مسائل کے حل کے لیے اقدامات کیے جا رہے ہیں جبکہ متعلقہ حکام نے یقین دہانی کرائی کہ ترقیاتی منصوبوں کو جلد مکمل کیا جائے گا اور شہریوں کو ہر ممکن سہولت فراہم کی جائے گی۔ اجلاس میں مختلف امور پر تفصیلی غور کیا گیا اور اہم فیصلے کیے گئے۔ بقیہ خبر کا متن اس کالم میں جاری ہے۔ حکومت کی جانب سے عوامی مسائل کے حل کے لیے اقدامات کیے جا رہے ہیں جبکہ متعلقہ حکام نے یقین دہانی کرائی کہ ترقیاتی منصوبوں کو جلد مکمل کیا جائے گا اور شہریوں کو ہر ممکن سہولت فراہم کی جائے گی۔ اجلاس میں مختلف امور پر تفصیلی غور کیا گیا اور اہم فیصلے کیے گئے۔ (645, 319, 773, 482)
continuation-badge (644, 487, 774, 504)
notice-signature: منجانب ۔ عدالت (95, 356, 219, 364)
continuation-badge (914, 432, 1042, 449)
column-rule (912, 22, 913, 1792)
badge-label: بقیہ نمبر45 (430, 677, 497, 692)
article-text: بقیہ خبر کا متن اس کالم میں جاری ہے۔ حکومت کی جانب سے عوامی مسائل کے حل کے لیے اقدامات کیے جا رہے ہیں جبکہ متعلقہ حکام نے یقین دہانی کرائی کہ ترقیاتی منصوبوں کو جلد مکمل کیا جائے گا اور شہریوں کو ہر ممکن سہولت فراہم کی جائے گی۔ اجلاس میں مختلف امور پر تفصیلی غور کیا گیا اور اہم فیصلے کیے گئے۔ بقیہ خبر کا متن اس کالم میں جاری ہے۔ حکومت کی جانب سے عوامی مسائل کے حل کے لیے اقدامات کیے جا رہے ہیں جبکہ متعلقہ حکام نے یقین دہانی کرائی کہ ترقیاتی منصوبوں کو جلد مکمل کیا جائے گا اور شہریوں کو ہر ممکن سہولت فراہم کی جائے گی۔ اجلاس میں مختلف امور پر تفصیلی غور کیا گیا اور اہم فیصلے کیے گئے۔ (95, 372, 222, 535)
continuation-badge (504, 109, 638, 126)
badge-label: بقیہ نمبر64 (155, 1109, 222, 1124)
article-text: بقیہ خبر کا متن اس کالم میں جاری ہے۔ حکومت کی جانب سے عوامی مسائل کے حل کے لیے اقدامات کیے جا رہے ہیں جبکہ متعلقہ حکام نے یقین دہانی کرائی کہ ترقیاتی منصوبوں کو جلد مکمل کیا جائے گا اور شہریوں کو ہر ممکن سہولت فراہم کی جائے گی۔ اجلاس میں مختلف امور پر تفصیلی غور کیا گیا اور اہم فیصلے کیے گئے۔ بقیہ خبر کا متن اس کالم میں جاری ہے۔ حکومت کی جانب سے عوامی مسائل کے حل کے لیے اقدامات کیے جا رہے ہیں جبکہ متعلقہ حکام نے یقین دہانی کرائی کہ ترقیاتی منصوبوں کو جلد مکمل کیا جائے گا اور شہریوں کو ہر ممکن سہولت فراہم کی جائے گی۔ اجلاس میں مختلف امور پر تفصیلی غور کیا گیا اور اہم فیصلے کیے گئے۔ (95, 1129, 222, 1292)
badge-label: بقیہ نمبر21 (974, 1078, 1041, 1093)
continuation-badge (229, 216, 360, 233)
badge-label: بقیہ نمبر34 (570, 325, 637, 340)
notice-title: اشتہار عام (95, 280, 222, 298)
article-text: بقیہ خبر کا متن اس کالم میں جاری ہے۔ حکومت کی جانب سے عوامی مسائل کے حل کے لیے اقدامات کیے جا رہے ہیں جبکہ متعلقہ حکام نے یقین دہانی کرائی کہ ترقیاتی منصوبوں کو جلد مکمل کیا جائے گا اور شہریوں کو ہر ممکن سہولت فراہم کی جائے گی۔ اجلاس میں مختلف امور پر تفصیلی غور کیا گیا اور اہم فیصلے کیے گئے۔ (505, 345, 637, 427)
badge-label: بقیہ نمبر66 (155, 1487, 222, 1502)
article-text: بقیہ خبر کا متن اس کالم میں جاری ہے۔ حکومت کی جانب سے عوامی مسائل کے حل کے لیے اقدامات کیے جا رہے ہیں جبکہ متعلقہ حکام نے یقین دہانی کرائی کہ ترقیاتی منصوبوں کو جلد مکمل کیا جائے گا اور شہریوں کو ہر ممکن سہولت فراہم کی جائے گی۔ اجلاس میں مختلف امور پر تفصیلی غور کیا گیا اور اہم فیصلے کیے گئے۔ بقیہ خبر کا متن اس کالم میں جاری ہے۔ حکومت کی جانب سے عوامی مسائل کے حل کے لیے اقدامات کیے جا رہے ہیں جبکہ متعلقہ حکام نے یقین دہانی کرائی کہ ترقیاتی منصوبوں کو جلد مکمل کیا جائے گا اور شہریوں کو ہر ممکن سہولت فراہم کی جائے گی۔ اجلاس میں مختلف امور پر تفصیلی غور کیا گیا اور اہم فیصلے کیے گئے۔ بقیہ خبر کا متن اس کالم میں جاری ہے۔ حکومت کی جانب سے عوامی مسائل کے حل کے لیے اقدامات کیے جا رہے ہیں جبکہ متعلقہ حکام نے یقین دہانی کرائی کہ ترقیاتی منصوبوں کو جلد مکمل کیا جائے گا اور شہریوں کو ہر ممکن سہولت فراہم کی جائے گی۔ اجلاس میں مختلف امور پر تفصیلی غور کیا گیا اور اہم فیصلے کیے گئے۔ (95, 1860, 222, 2104)
article-text: بقیہ خبر کا متن اس کالم میں جاری ہے۔ حکومت کی جانب سے عوامی مسائل کے حل کے لیے اقدامات کیے جا رہے ہیں جبکہ متعلقہ حکام نے یقین دہانی کرائی کہ ترقیاتی منصوبوں کو جلد مکمل کیا جائے گا اور شہریوں کو ہر ممکن سہولت فراہم کی جائے گی۔ اجلاس میں مختلف امور پر تفصیلی غور کیا گیا اور اہم فیصلے کیے گئے۔ (367, 22, 497, 104)
public-notice (92, 28, 225, 112)
badge-label: بقیہ نمبر65 (155, 1298, 222, 1313)
badge-label: بقیہ نمبر41 (570, 1078, 637, 1093)
badge-label: بقیہ نمبر44 (430, 488, 497, 503)
badge-label: بقیہ نمبر3 (1111, 325, 1171, 340)
continuation-badge (914, 109, 1042, 126)
badge-label: بقیہ نمبر17 (974, 648, 1041, 663)
badge-label: بقیہ نمبر40 (570, 971, 637, 986)
badge-label: بقیہ نمبر51 (292, 110, 359, 125)
continuation-badge (914, 324, 1042, 341)
article-text: بقیہ خبر کا متن اس کالم میں جاری ہے۔ حکومت کی جانب سے عوامی مسائل کے حل کے لیے اقدامات کیے جا رہے ہیں جبکہ متعلقہ حکام نے یقین دہانی کرائی کہ ترقیاتی منصوبوں کو جلد مکمل کیا جائے گا اور شہریوں کو ہر ممکن سہولت فراہم کی جائے گی۔ اجلاس میں مختلف امور پر تفصیلی غور کیا گیا اور اہم فیصلے کیے گئے۔ (1049, 668, 1171, 750)
continuation-badge (366, 1623, 498, 1640)
continuation-badge (366, 1055, 498, 1072)
badge-label: بقیہ نمبر1 (1111, 110, 1171, 125)
article-text: بقیہ خبر کا متن اس کالم میں جاری ہے۔ حکومت کی جانب سے عوامی مسائل کے حل کے لیے اقدامات کیے جا رہے ہیں جبکہ متعلقہ حکام نے یقین دہانی کرائی کہ ترقیاتی منصوبوں کو جلد مکمل کیا جائے گا اور شہریوں کو ہر ممکن سہولت فراہم کی جائے گی۔ اجلاس میں مختلف امور پر تفصیلی غور کیا گیا اور اہم فیصلے کیے گئے۔ (915, 1098, 1041, 1180)
article-text: بقیہ خبر کا متن اس کالم میں جاری ہے۔ حکومت کی جانب سے عوامی مسائل کے حل کے لیے اقدامات کیے جا رہے ہیں جبکہ متعلقہ حکام نے یقین دہانی کرائی کہ ترقیاتی منصوبوں کو جلد مکمل کیا جائے گا اور شہریوں کو ہر ممکن سہولت فراہم کی جائے گی۔ اجلاس میں مختلف امور پر تفصیلی غور کیا گیا اور اہم فیصلے کیے گئے۔ بقیہ خبر کا متن اس کالم میں جاری ہے۔ حکومت کی جانب سے عوامی مسائل کے حل کے لیے اقدامات کیے جا رہے ہیں جبکہ متعلقہ حکام نے یقین دہانی کرائی کہ ترقیاتی منصوبوں کو جلد مکمل کیا جائے گا اور شہریوں کو ہر ممکن سہولت فراہم کی جائے گی۔ اجلاس میں مختلف امور پر تفصیلی غور کیا گیا اور اہم فیصلے کیے گئے۔ بقیہ خبر کا متن اس کالم میں جاری ہے۔ حکومت کی جانب سے عوامی مسائل کے حل کے لیے اقدامات کیے جا رہے ہیں جبکہ متعلقہ حکام نے یقین دہانی کرائی کہ ترقیاتی منصوبوں کو جلد مکمل کیا جائے گا اور شہریوں کو ہر ممکن سہولت فراہم کی جائے گی۔ اجلاس میں مختلف امور پر تفصیلی غور کیا گیا اور اہم فیصلے کیے گئے۔ (367, 1807, 497, 2042)
badge-label: بقیہ نمبر63 (155, 919, 222, 934)
